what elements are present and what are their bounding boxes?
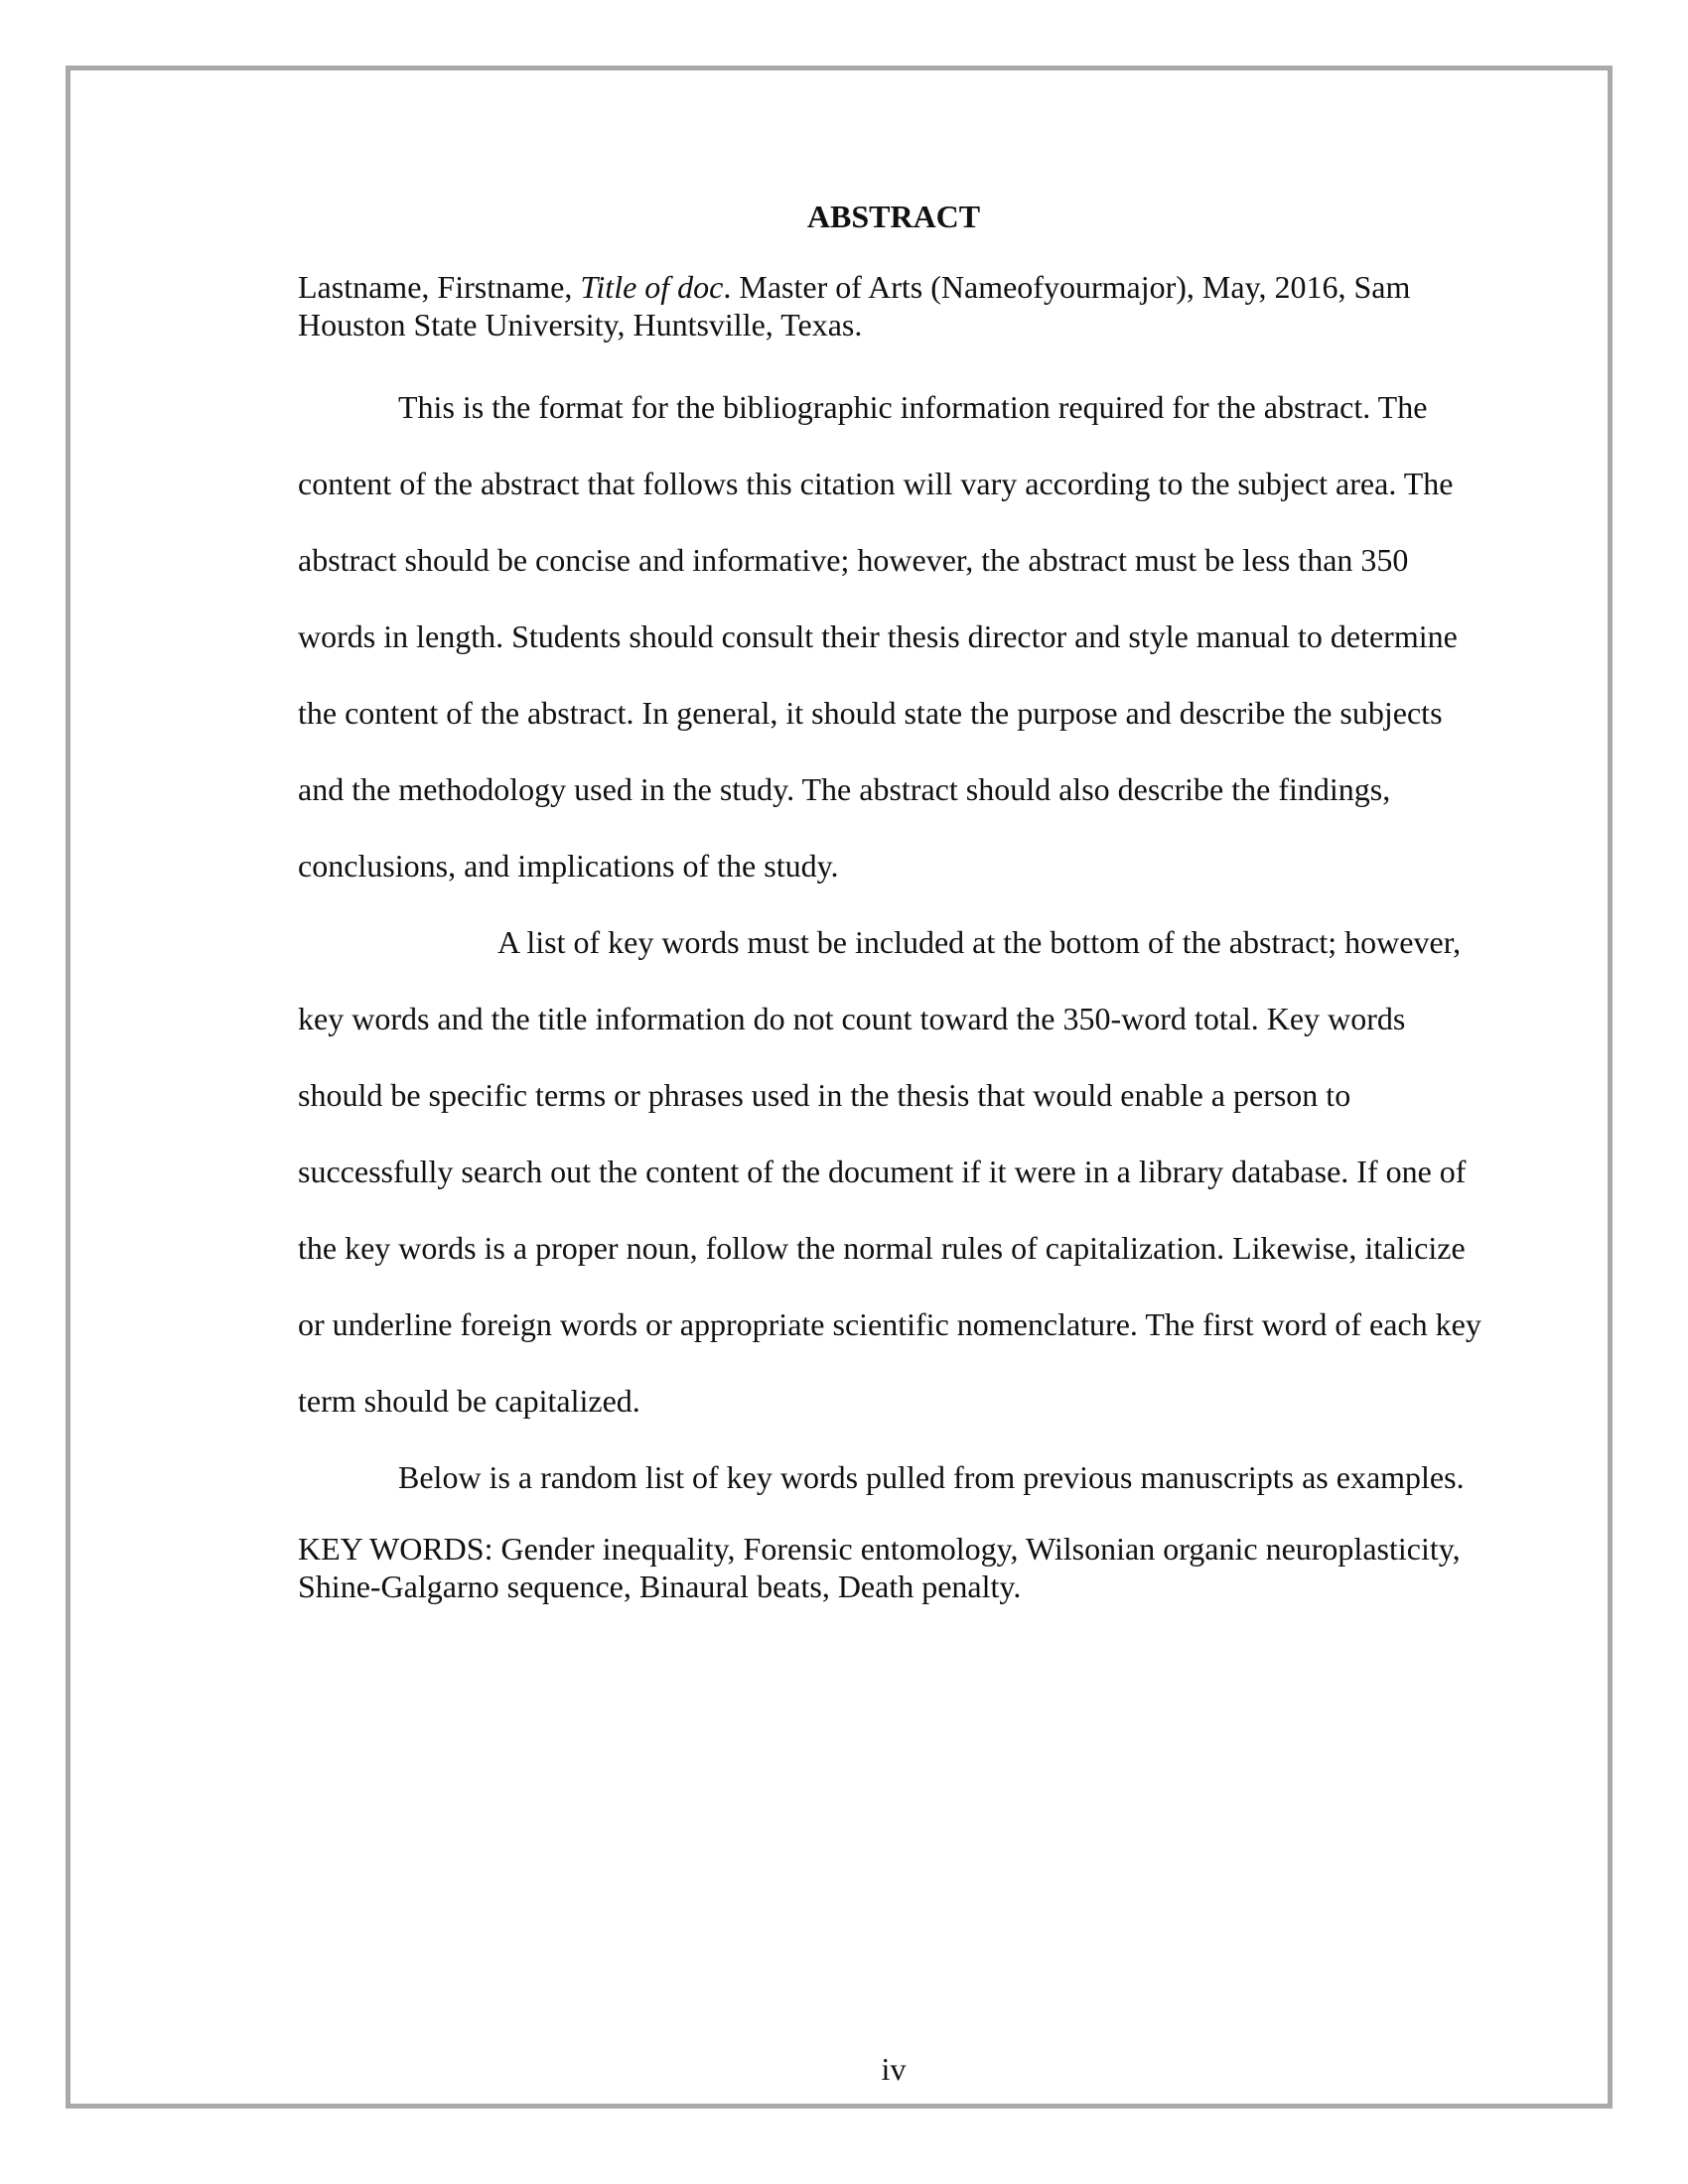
abstract-page xyxy=(298,195,1489,1605)
bibliographic-citation xyxy=(298,268,1489,343)
citation-author: Lastname, Firstname, xyxy=(298,269,581,305)
abstract-paragraph: This is the format for the bibliographic information required for the abstract. The content of the abstract that follows this citation will vary according to the subject area. The abstract should be concise and informative; however, the abstract must be less than 350 words in length. Students should consult their thesis director and style manual to determine the content of the abstract. In general, it should state the purpose and describe the subjects and the methodology used in the study. The abstract should also describe the findings, conclusions, and implications of the study. xyxy=(298,389,1458,884)
key-words: KEY WORDS: Gender inequality, Forensic entomology, Wilsonian organic neuroplasticity, Shine-Galgarno sequence, Binaural beats, Death penalty. xyxy=(298,1531,1461,1604)
page-number: iv xyxy=(881,2051,907,2087)
abstract-paragraph: Below is a random list of key words pulled from previous manuscripts as examples. xyxy=(398,1459,1465,1495)
page-title: ABSTRACT xyxy=(806,199,981,234)
abstract-paragraph: A list of key words must be included at the bottom of the abstract; however, key words and the title information do not count toward the 350-word total. Key words should be specific terms or phrases used in the thesis that would enable a person to successfully search out the content of the document if it were in a library database. If one of the key words is a proper noun, follow the normal rules of capitalization. Likewise, italicize or underline foreign words or appropriate scientific nomenclature. The first word of each key term should be capitalized. xyxy=(298,924,1481,1419)
citation-details: . Master of Arts (Nameofyourmajor), May, 2016, Sam Houston State University, Huntsville, Texas. xyxy=(298,269,1411,342)
citation-title: Title of doc xyxy=(580,269,724,305)
